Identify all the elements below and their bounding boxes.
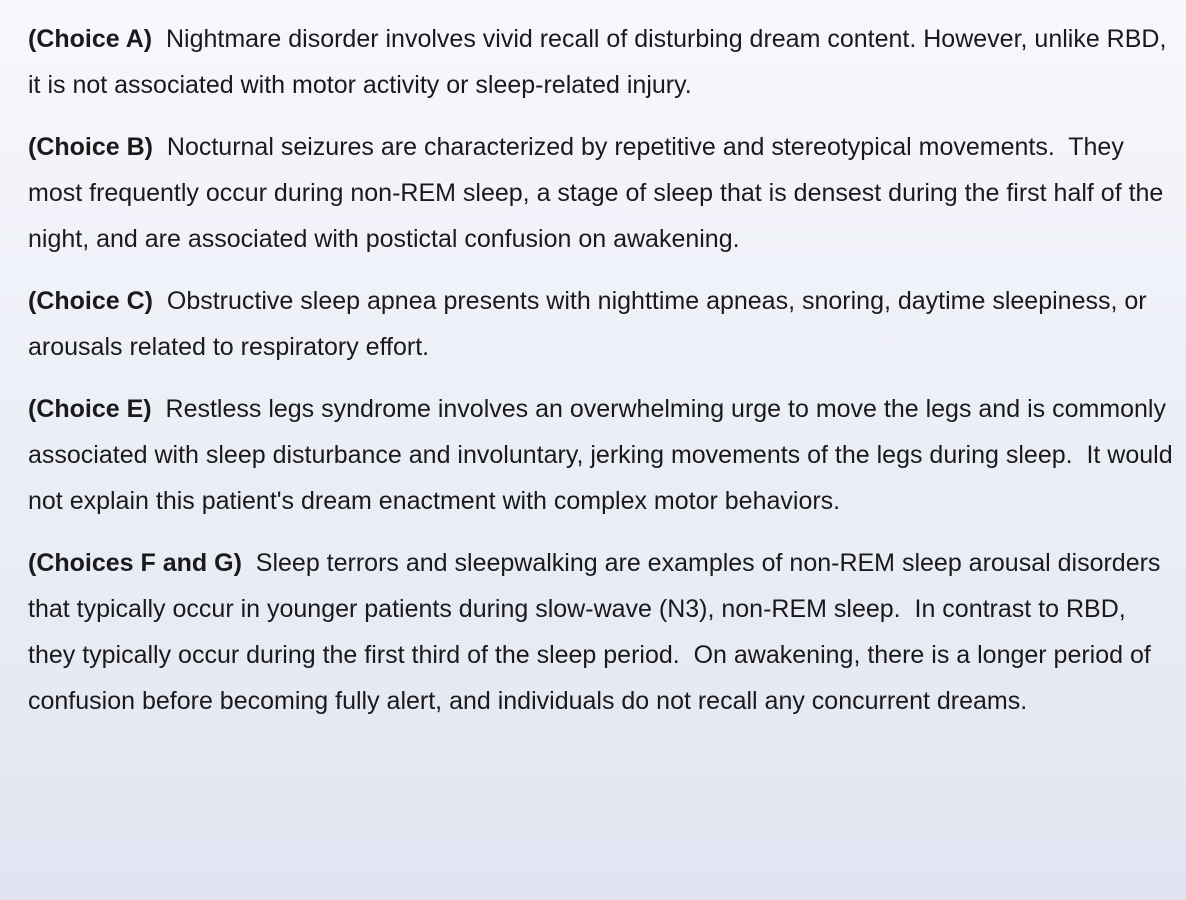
explanation-choice-e: [28, 386, 1178, 524]
explanation-choice-b: [28, 124, 1178, 262]
choice-explanation-text: Nocturnal seizures are characterized by repetitive and stereotypical movements. They most frequently occur during non-REM sleep, a stage of sleep that is densest during the first half of the night, and are associated with postictal confusion on awakening.: [28, 133, 1171, 253]
choice-label: (Choice A): [28, 25, 153, 53]
explanation-choices-f-g: [28, 540, 1178, 724]
choice-explanation-text: Restless legs syndrome involves an overwhelming urge to move the legs and is commonly associated with sleep disturbance and involuntary, jerking movements of the legs during sleep. It would not explain this patient's dream enactment with complex motor behaviors.: [28, 395, 1180, 515]
choice-explanation-text: Obstructive sleep apnea presents with nighttime apneas, snoring, daytime sleepiness, or arousals related to respiratory effort.: [28, 287, 1154, 361]
choice-label: (Choice C): [28, 287, 153, 315]
choice-label: (Choice E): [28, 395, 152, 423]
choice-label: (Choices F and G): [28, 549, 242, 577]
choice-label: (Choice B): [28, 133, 153, 161]
explanation-choice-c: [28, 278, 1178, 370]
explanation-choice-a: [28, 16, 1178, 108]
choice-explanation-text: Sleep terrors and sleepwalking are examples of non-REM sleep arousal disorders that typically occur in younger patients during slow-wave (N3), non-REM sleep. In contrast to RBD, they typically occur during the first third of the sleep period. On awakening, there is a longer period of confusion before becoming fully alert, and individuals do not recall any concurrent dreams.: [28, 549, 1168, 715]
answer-explanation: [28, 16, 1178, 740]
choice-explanation-text: Nightmare disorder involves vivid recall of disturbing dream content. However, unlike RBD, it is not associated with motor activity or sleep-related injury.: [28, 25, 1174, 99]
